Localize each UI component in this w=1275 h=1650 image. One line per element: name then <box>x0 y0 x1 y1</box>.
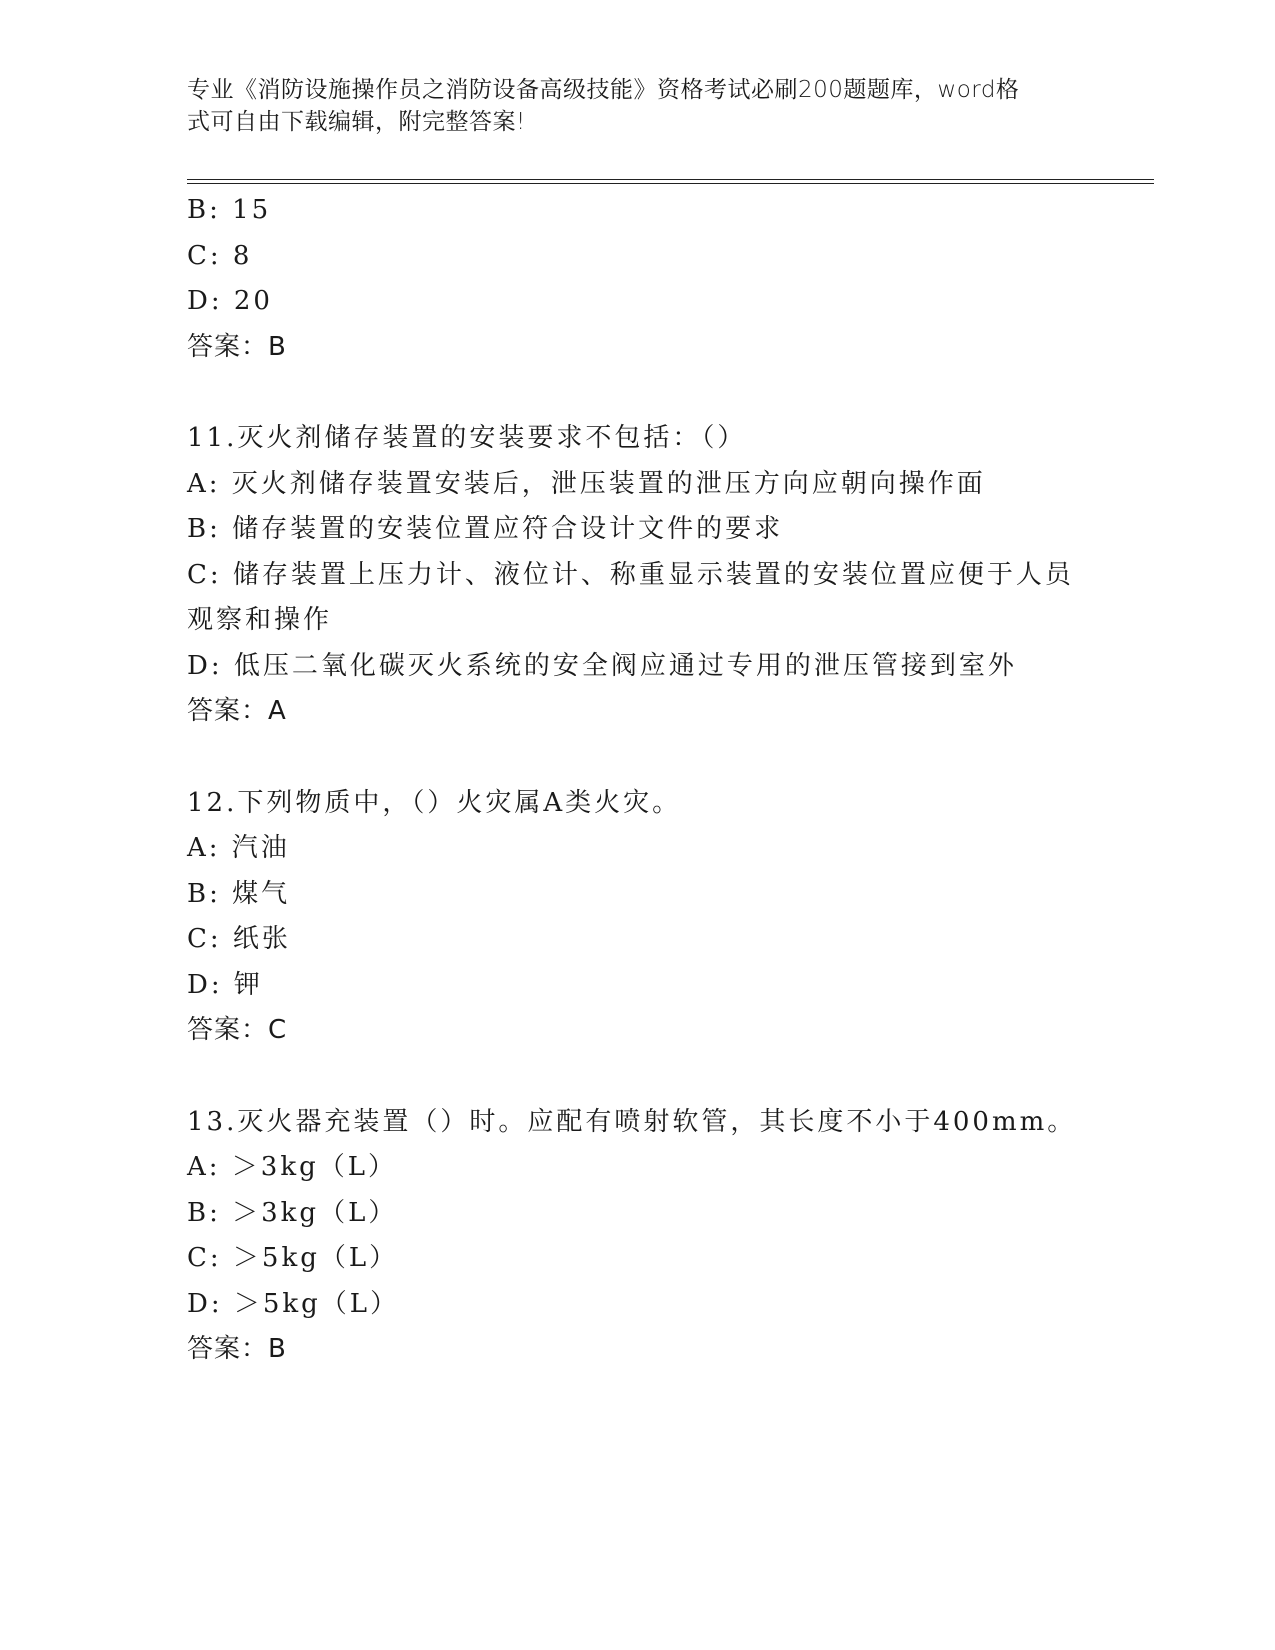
option-a: A: 灭火剂储存装置安装后，泄压装置的泄压方向应朝向操作面 <box>187 468 986 499</box>
option-c: C: 储存装置上压力计、液位计、称重显示装置的安装位置应便于人员 <box>187 559 1074 590</box>
option-d: D: 钾 <box>187 969 263 1000</box>
header-divider-top <box>187 179 1154 180</box>
question-stem: 12.下列物质中，（）火灾属A类火灾。 <box>187 787 682 818</box>
question-block-11 <box>187 416 1087 735</box>
question-block-12 <box>187 781 1087 1054</box>
option-c: C: 8 <box>187 240 253 271</box>
option-b: B: 煤气 <box>187 878 291 909</box>
option-b: B: 储存装置的安装位置应符合设计文件的要求 <box>187 514 784 544</box>
header-divider-bottom <box>187 183 1154 184</box>
question-block-10 <box>187 188 1087 370</box>
option-d: D: 低压二氧化碳灭火系统的安全阀应通过专用的泄压管接到室外 <box>187 650 1017 681</box>
question-stem: 13.灭火器充装置（）时。应配有喷射软管，其长度不小于400mm。 <box>187 1106 1077 1137</box>
question-list <box>187 188 1087 1373</box>
question-stem: 11.灭火剂储存装置的安装要求不包括：（） <box>187 423 747 453</box>
spacer <box>187 1054 1087 1100</box>
option-c: C: ＞5kg（L） <box>187 1243 399 1273</box>
spacer <box>187 735 1087 781</box>
option-b: B: ＞3kg（L） <box>187 1197 398 1228</box>
answer-line: 答案：C <box>187 1015 288 1045</box>
question-block-13 <box>187 1100 1087 1373</box>
header-line-2: 式可自由下载编辑，附完整答案! <box>187 109 526 135</box>
option-c: C: 纸张 <box>187 924 291 954</box>
header-line-1: 专业《消防设施操作员之消防设备高级技能》资格考试必刷200题题库，word格 <box>187 77 1020 103</box>
option-c-continued: 观察和操作 <box>187 605 333 635</box>
option-d: D: ＞5kg（L） <box>187 1288 400 1319</box>
spacer <box>187 370 1087 416</box>
answer-line: 答案：A <box>187 696 287 726</box>
option-a: A: 汽油 <box>187 833 290 863</box>
option-b: B: 15 <box>187 195 272 225</box>
answer-line: 答案：B <box>187 1334 287 1364</box>
document-header <box>187 74 1087 138</box>
option-d: D: 20 <box>187 286 273 316</box>
option-a: A: ＞3kg（L） <box>187 1152 398 1182</box>
answer-line: 答案：B <box>187 331 287 362</box>
